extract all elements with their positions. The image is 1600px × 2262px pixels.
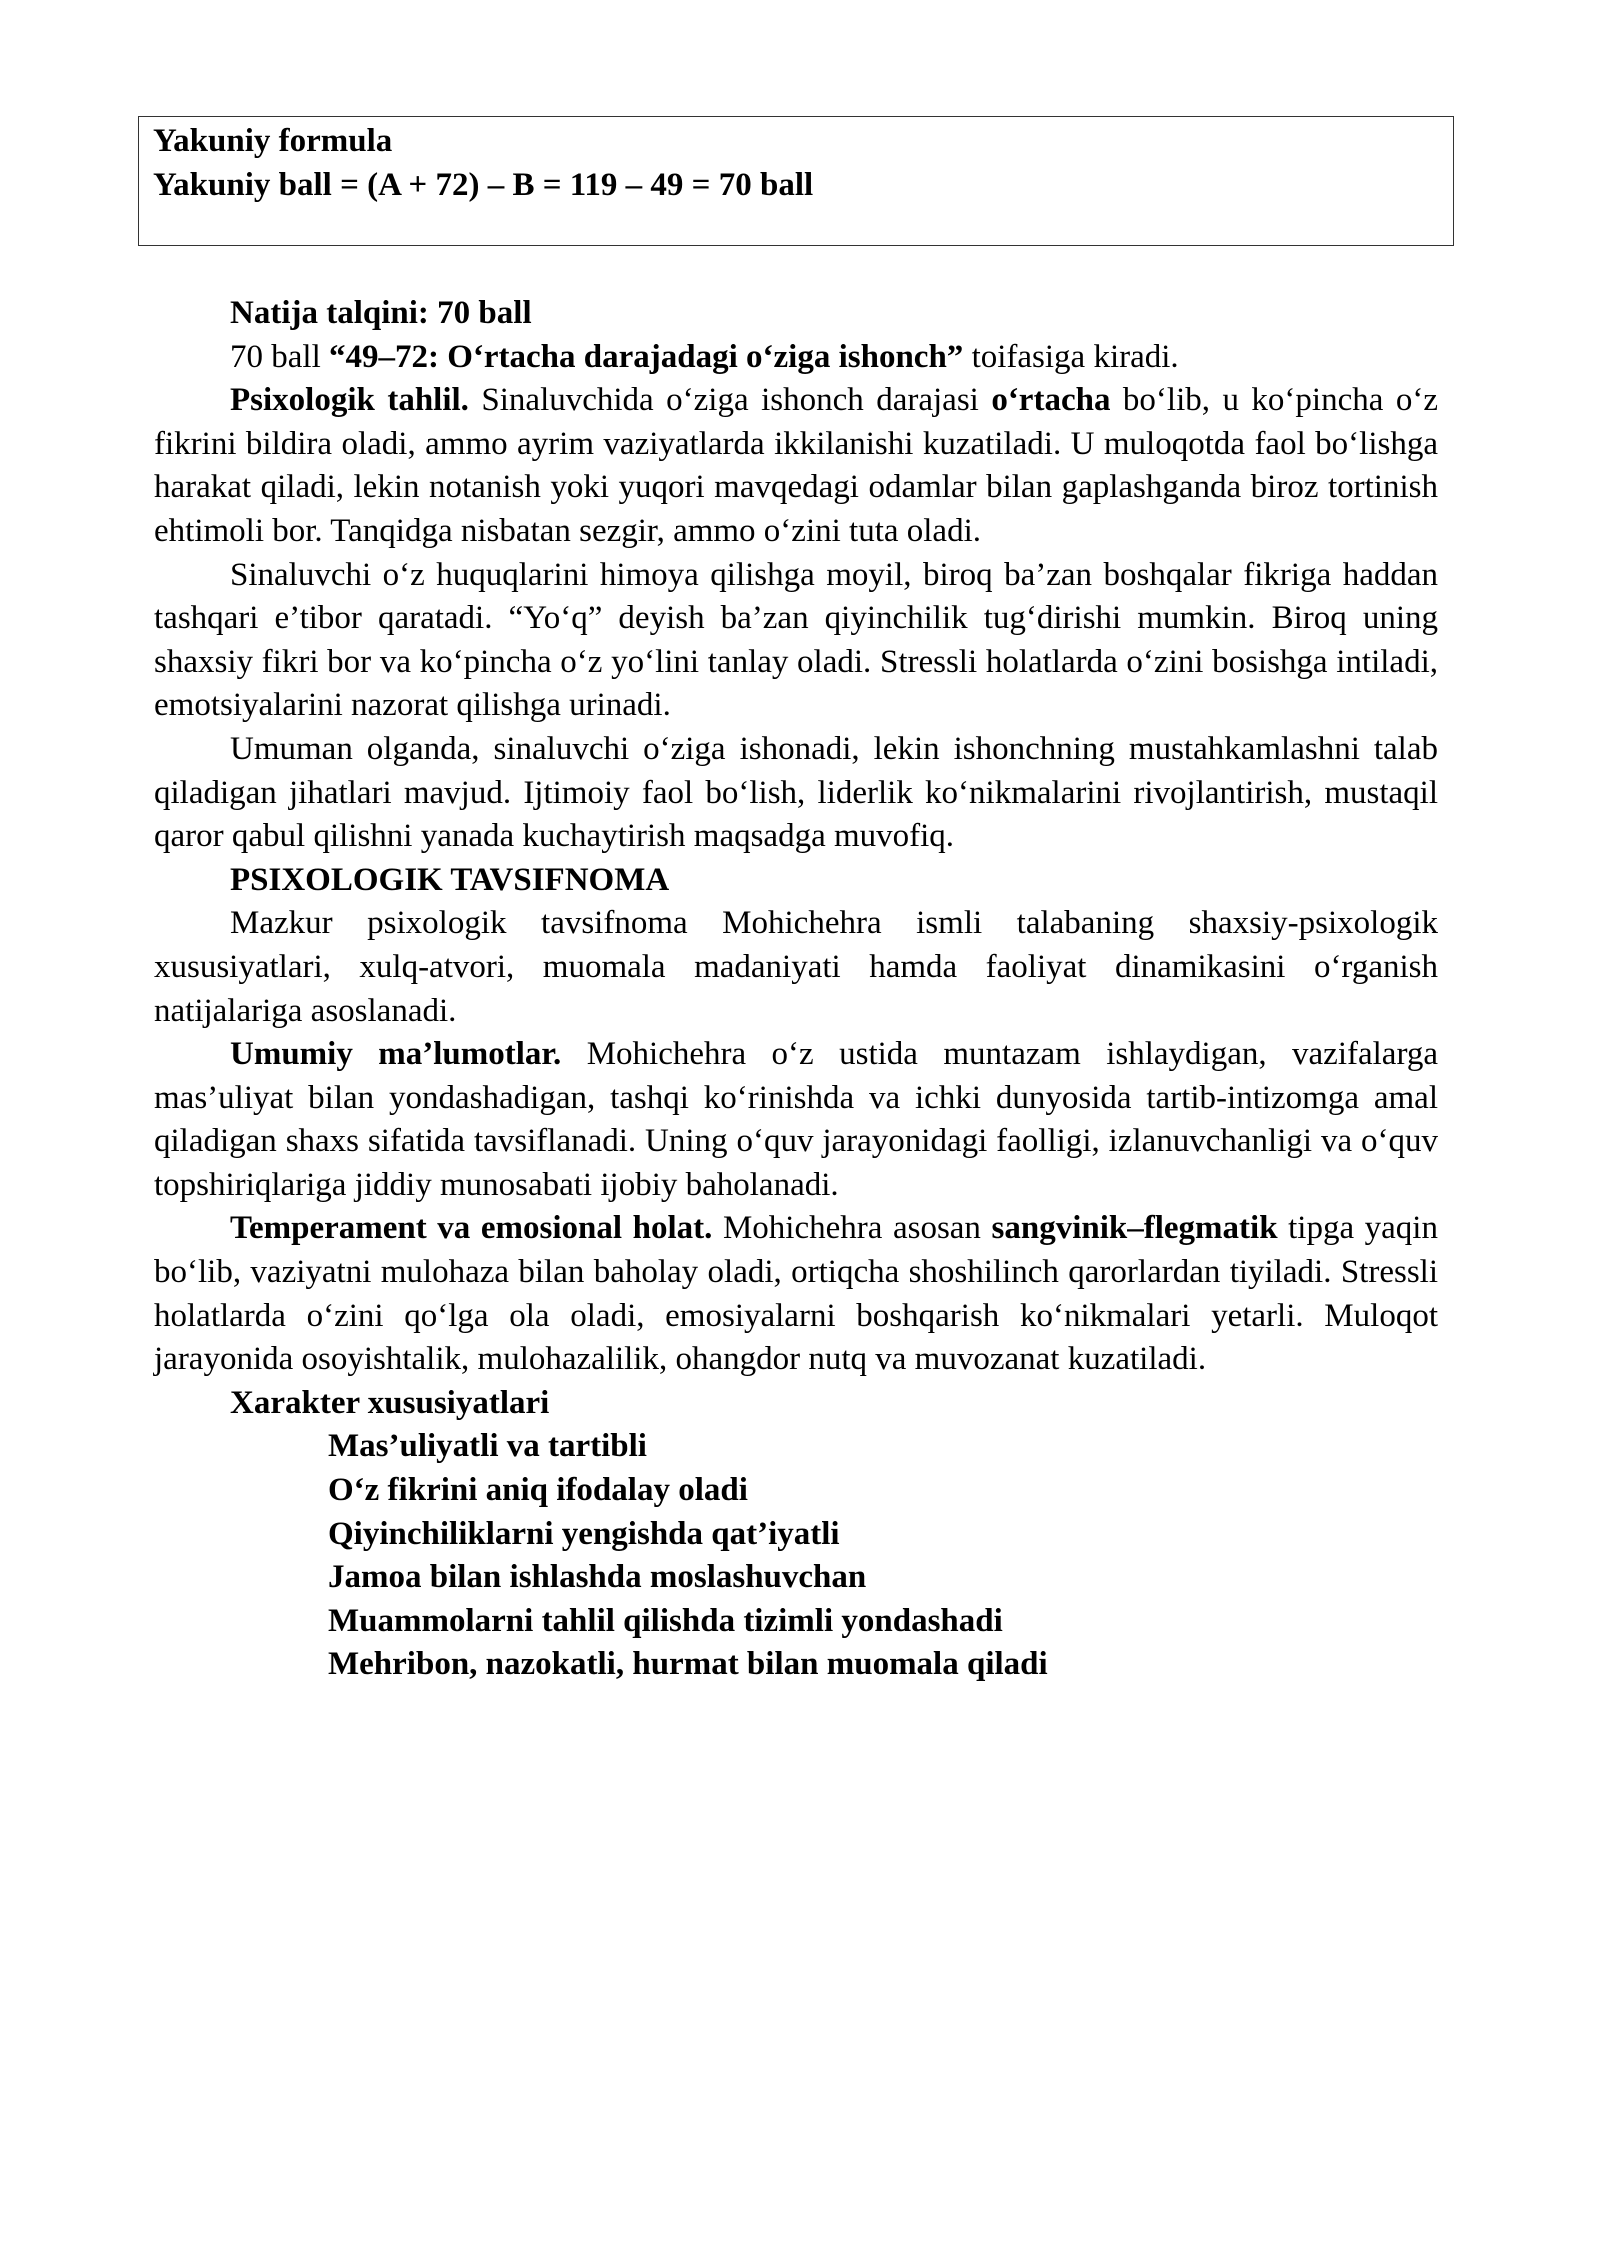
trait-item: Mas’uliyatli va tartibli xyxy=(328,1428,647,1465)
general-text: Mohichehra o‘z ustida muntazam ishlaydigan, vazifalarga mas’uliyat bilan yondashadigan, tashqi ko‘rinishda va ichki dunyosida tartib-intizomga amal qiladigan shaxs sifatida tavsiflanadi. Uning o‘quv jarayonidagi faolligi, izlanuvchanligi va o‘quv topshiriqlariga jiddiy munosabati ijobiy baholanadi. xyxy=(154,1036,1438,1203)
analysis-text-a: Sinaluvchida o‘ziga ishonch darajasi xyxy=(468,382,992,419)
analysis-paragraph-1 xyxy=(154,379,1438,553)
analysis-paragraph-3: Umuman olganda, sinaluvchi o‘ziga ishonadi, lekin ishonchning mustahkamlashni talab qiladigan jihatlari mavjud. Ijtimoiy faol bo‘lish, liderlik ko‘nikmalarini rivojlantirish, mustaqil qaror qabul qilishni yanada kuchaytirish maqsadga muvofiq. xyxy=(154,730,1438,855)
trait-item: Muammolarni tahlil qilishda tizimli yondashadi xyxy=(328,1602,1003,1639)
profile-temperament xyxy=(154,1207,1438,1381)
formula-equation: Yakuniy ball = (A + 72) – B = 119 – 49 = 70 ball xyxy=(153,167,814,203)
result-paragraph xyxy=(154,336,1438,380)
traits-heading: Xarakter xususiyatlari xyxy=(230,1384,550,1421)
result-prefix: 70 ball xyxy=(230,338,329,375)
document-body xyxy=(154,292,1438,1687)
temperament-text-a: Mohichehra asosan xyxy=(712,1210,992,1247)
result-category: “49–72: O‘rtacha darajadagi o‘ziga ishonch” xyxy=(328,338,964,375)
result-suffix: toifasiga kiradi. xyxy=(963,338,1179,375)
traits-list xyxy=(154,1425,1438,1687)
general-label: Umumiy ma’lumotlar. xyxy=(230,1036,562,1073)
profile-heading: PSIXOLOGIK TAVSIFNOMA xyxy=(230,861,670,898)
analysis-paragraph-2: Sinaluvchi o‘z huquqlarini himoya qilishga moyil, biroq ba’zan boshqalar fikriga haddan tashqari e’tibor qaratadi. “Yo‘q” deyish ba’zan qiyinchilik tug‘dirishi mumkin. Biroq uning shaxsiy fikri bor va ko‘pincha o‘z yo‘lini tanlay oladi. Stressli holatlarda o‘zini bosishga intiladi, emotsiyalarini nazorat qilishga urinadi. xyxy=(154,556,1438,724)
temperament-type: sangvinik–flegmatik xyxy=(991,1210,1278,1247)
trait-item: Mehribon, nazokatli, hurmat bilan muomala qiladi xyxy=(328,1646,1048,1683)
temperament-label: Temperament va emosional holat. xyxy=(230,1210,713,1247)
profile-intro: Mazkur psixologik tavsifnoma Mohichehra ismli talabaning shaxsiy-psixologik xususiyatlari, xulq-atvori, muomala madaniyati hamda faoliyat dinamikasini o‘rganish natijalariga asoslanadi. xyxy=(154,905,1438,1029)
result-heading: Natija talqini: 70 ball xyxy=(230,295,532,331)
trait-item: Jamoa bilan ishlashda moslashuvchan xyxy=(328,1559,867,1596)
formula-title: Yakuniy formula xyxy=(153,123,393,159)
temperament-text-b: tipga yaqin bo‘lib, vaziyatni mulohaza bilan baholay oladi, ortiqcha shoshilinch qarorlardan tiyiladi. Stressli holatlarda o‘zini qo‘lga ola oladi, emosiyalarni boshqarish ko‘nikmalari yetarli. Muloqot jarayonida osoyishtalik, mulohazalilik, ohangdor nutq va muvozanat kuzatiladi. xyxy=(154,1210,1438,1378)
analysis-level: o‘rtacha xyxy=(991,382,1111,419)
analysis-text-b: bo‘lib, u ko‘pincha o‘z fikrini bildira oladi, ammo ayrim vaziyatlarda ikkilanishi kuzatiladi. U muloqotda faol bo‘lishga harakat qiladi, lekin notanish yoki yuqori mavqedagi odamlar bilan gaplashganda biroz tortinish ehtimoli bor. Tanqidga nisbatan sezgir, ammo o‘zini tuta oladi. xyxy=(154,382,1438,549)
analysis-label: Psixologik tahlil. xyxy=(230,382,469,419)
trait-item: O‘z fikrini aniq ifodalay oladi xyxy=(328,1472,748,1509)
trait-item: Qiyinchiliklarni yengishda qat’iyatli xyxy=(328,1515,840,1552)
profile-general xyxy=(154,1033,1438,1207)
formula-box xyxy=(138,116,1454,246)
